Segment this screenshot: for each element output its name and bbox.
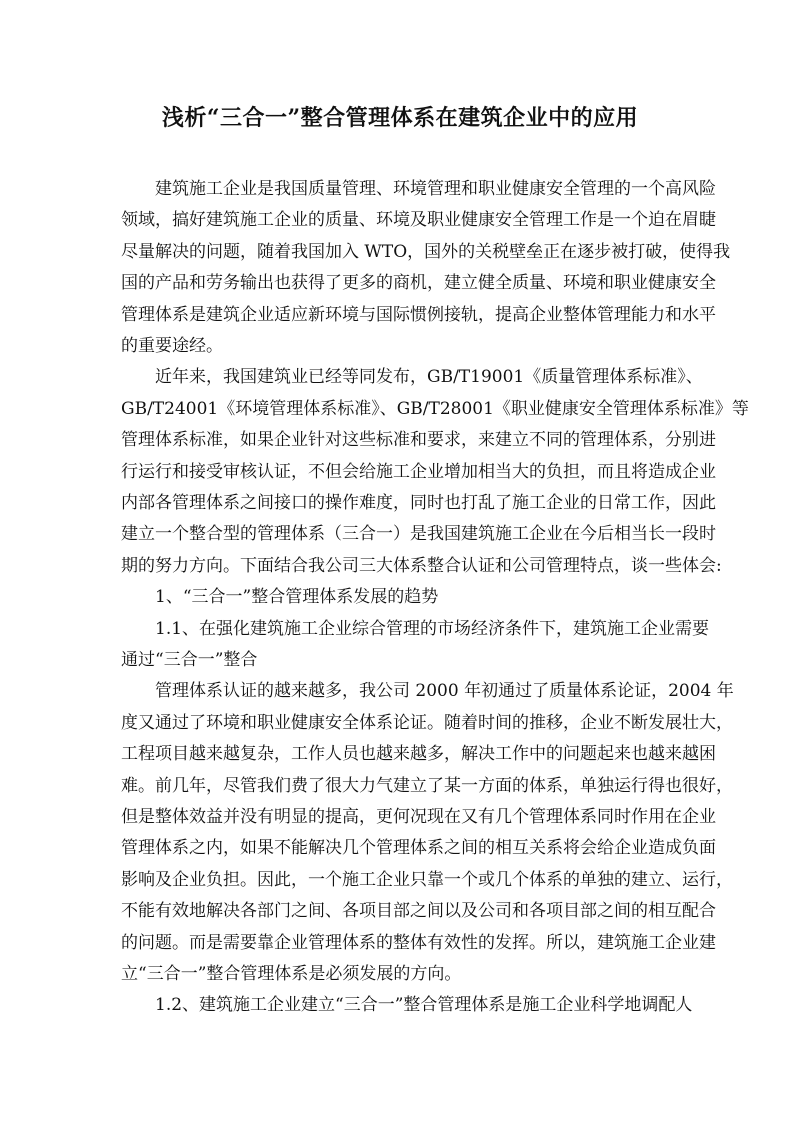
- text-line: 影响及企业负担。因此，一个施工企业只靠一个或几个体系的单独的建立、运行，: [121, 870, 733, 890]
- text-line: 领域，搞好建筑施工企业的质量、环境及职业健康安全管理工作是一个迫在眉睫: [121, 210, 716, 230]
- text-line: 建立一个整合型的管理体系（三合一）是我国建筑施工企业在今后相当长一段时: [121, 524, 716, 544]
- text-line: 管理体系标准，如果企业针对这些标准和要求，来建立不同的管理体系，分别进: [121, 430, 716, 450]
- text-line: 行运行和接受审核认证，不但会给施工企业增加相当大的负担，而且将造成企业: [121, 462, 716, 482]
- text-line: 1.2、建筑施工企业建立“三合一”整合管理体系是施工企业科学地调配人: [155, 995, 693, 1015]
- text-line: 近年来，我国建筑业已经等同发布，GB/T19001《质量管理体系标准》、: [155, 367, 703, 387]
- text-line: GB/T24001《环境管理体系标准》、GB/T28001《职业健康安全管理体系标准》等: [121, 399, 749, 419]
- text-line: 不能有效地解决各部门之间、各项目部之间以及公司和各项目部之间的相互配合: [121, 901, 716, 921]
- text-line: 但是整体效益并没有明显的提高，更何况现在又有几个管理体系同时作用在企业: [121, 807, 716, 827]
- text-line: 难。前几年，尽管我们费了很大力气建立了某一方面的体系，单独运行得也很好，: [121, 776, 733, 796]
- text-line: 的重要途经。: [121, 336, 223, 356]
- text-line: 的问题。而是需要靠企业管理体系的整体有效性的发挥。所以，建筑施工企业建: [121, 933, 716, 953]
- text-line: 尽量解决的问题，随着我国加入 WTO，国外的关税壁垒正在逐步被打破，使得我: [121, 242, 731, 262]
- text-line: 国的产品和劳务输出也获得了更多的商机，建立健全质量、环境和职业健康安全: [121, 273, 716, 293]
- text-line: 通过“三合一”整合: [121, 650, 258, 670]
- text-line: 1.1、在强化建筑施工企业综合管理的市场经济条件下，建筑施工企业需要: [155, 619, 710, 639]
- text-line: 管理体系是建筑企业适应新环境与国际惯例接轨，提高企业整体管理能力和水平: [121, 305, 716, 325]
- text-line: 管理体系认证的越来越多，我公司 2000 年初通过了质量体系论证，2004 年: [155, 681, 734, 701]
- text-line: 1、“三合一”整合管理体系发展的趋势: [155, 587, 439, 607]
- text-line: 工程项目越来越复杂，工作人员也越来越多，解决工作中的问题起来也越来越困: [121, 744, 716, 764]
- text-line: 建筑施工企业是我国质量管理、环境管理和职业健康安全管理的一个高风险: [155, 179, 716, 199]
- text-line: 度又通过了环境和职业健康安全体系论证。随着时间的推移，企业不断发展壮大，: [121, 713, 733, 733]
- document-title: 浅析“三合一”整合管理体系在建筑企业中的应用: [161, 105, 639, 131]
- text-line: 内部各管理体系之间接口的操作难度，同时也打乱了施工企业的日常工作，因此: [121, 493, 716, 513]
- text-line: 立“三合一”整合管理体系是必须发展的方向。: [121, 964, 462, 984]
- text-line: 期的努力方向。下面结合我公司三大体系整合认证和公司管理特点，谈一些体会:: [121, 556, 722, 576]
- text-line: 管理体系之内，如果不能解决几个管理体系之间的相互关系将会给企业造成负面: [121, 838, 716, 858]
